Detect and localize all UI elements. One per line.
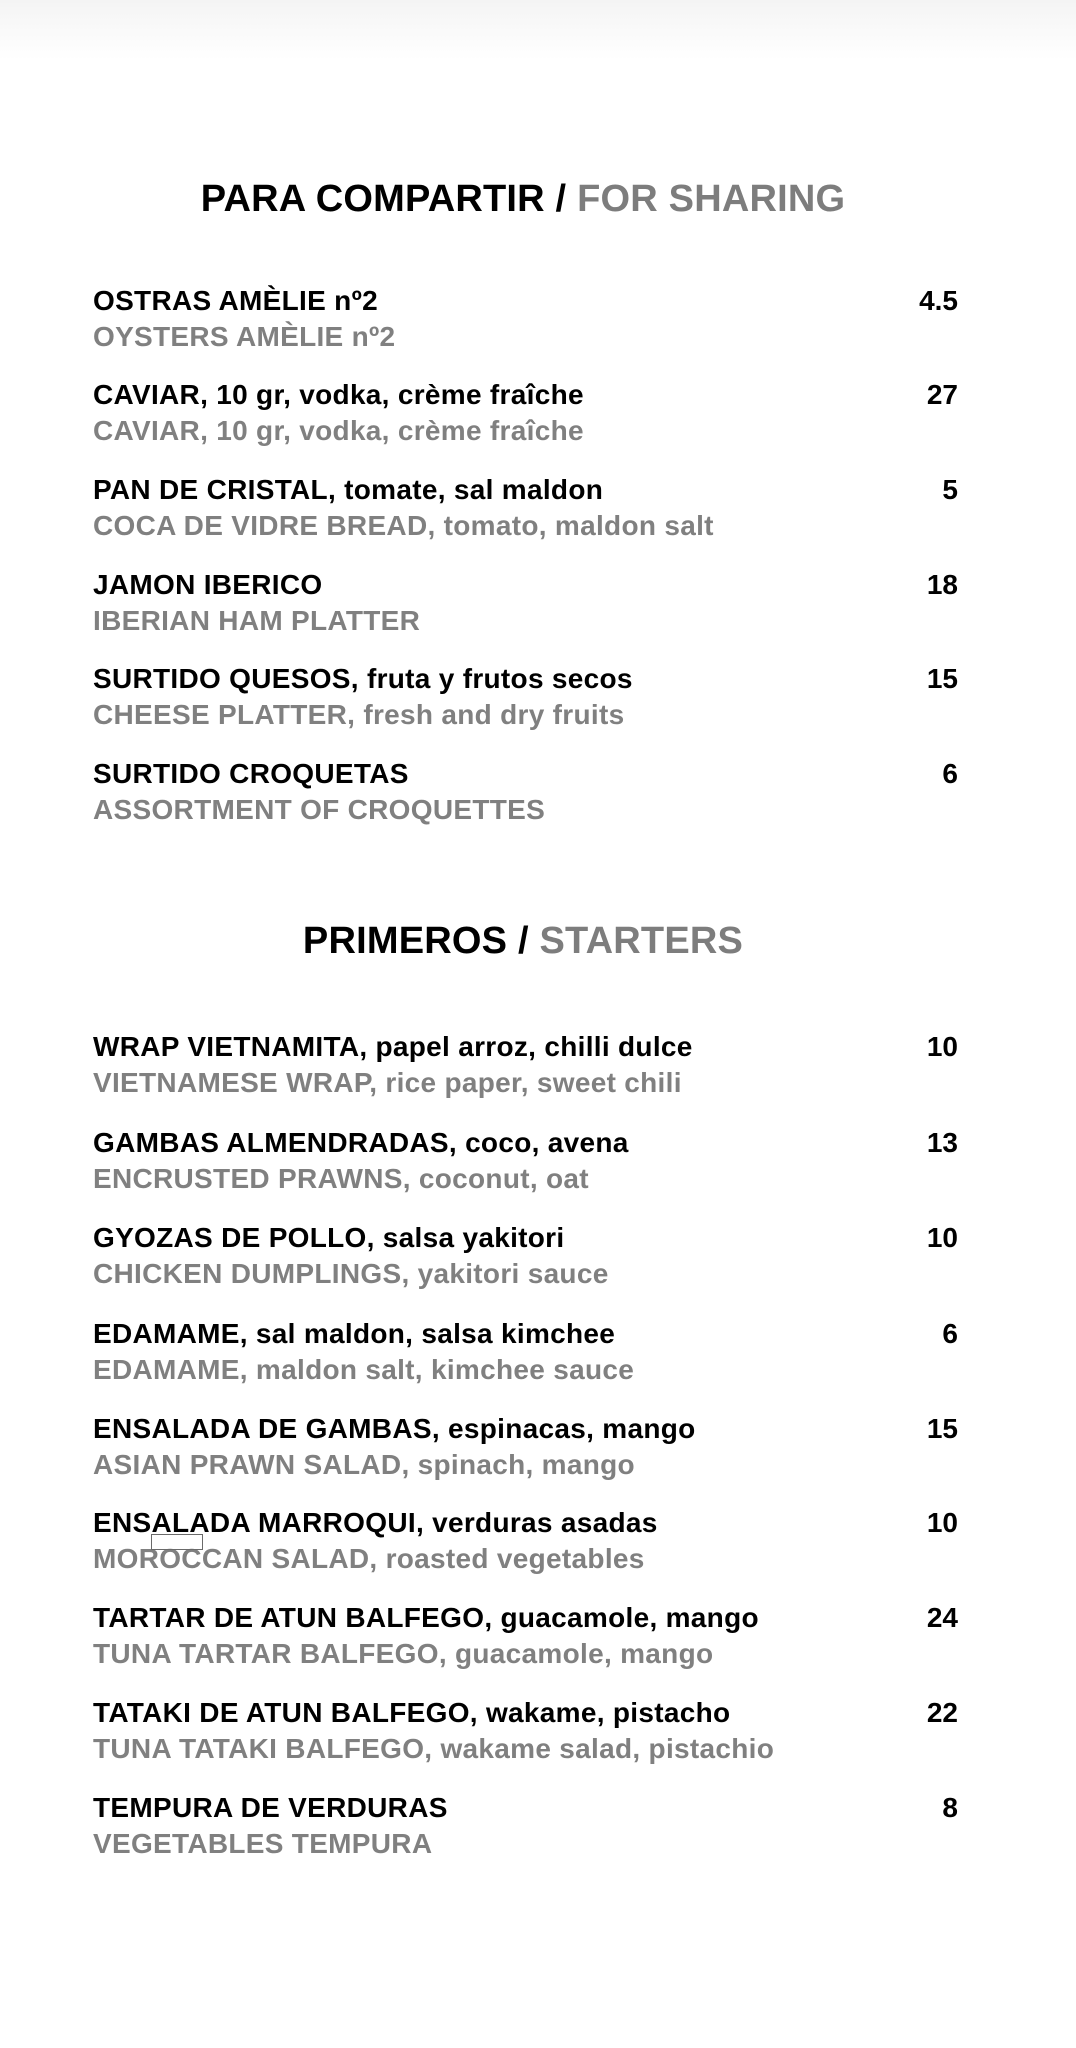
section-title-es: PARA COMPARTIR xyxy=(200,178,545,220)
item-price: 4.5 xyxy=(919,285,958,316)
item-price: 18 xyxy=(926,569,958,600)
item-line-en xyxy=(93,793,545,827)
item-line-en xyxy=(93,320,395,354)
item-name-en: OYSTERS AMÈLIE nº2 xyxy=(93,321,396,352)
item-name-en: CHICKEN DUMPLINGS xyxy=(93,1258,402,1289)
menu-item-jamon-iberico xyxy=(93,568,958,644)
item-line-en xyxy=(93,1162,589,1196)
item-line-es xyxy=(93,1126,629,1160)
item-desc-es: , guacamole, mango xyxy=(484,1602,759,1633)
item-line-en xyxy=(93,414,584,448)
item-line-es xyxy=(93,1791,448,1825)
section-title-for-sharing xyxy=(0,178,1046,221)
item-name-es: CAVIAR xyxy=(93,379,201,410)
item-line-es xyxy=(93,662,633,696)
item-price: 8 xyxy=(942,1792,958,1823)
menu-item-gyozas-de-pollo xyxy=(93,1221,958,1297)
menu-item-ostras xyxy=(93,284,958,360)
item-name-es: GYOZAS DE POLLO xyxy=(93,1222,367,1253)
item-price: 15 xyxy=(926,1413,958,1444)
item-name-es: TEMPURA DE VERDURAS xyxy=(93,1792,448,1823)
item-desc-en: , wakame salad, pistachio xyxy=(424,1733,775,1764)
item-name-es: OSTRAS AMÈLIE nº2 xyxy=(93,285,378,316)
item-price: 6 xyxy=(942,1318,958,1349)
item-price: 22 xyxy=(926,1697,958,1728)
item-line-es xyxy=(93,378,584,412)
item-desc-es: , wakame, pistacho xyxy=(469,1697,731,1728)
section-title-separator: / xyxy=(507,920,540,962)
section-title-starters xyxy=(0,920,1046,963)
item-name-en: ENCRUSTED PRAWNS xyxy=(93,1163,403,1194)
item-desc-en: , yakitori sauce xyxy=(401,1258,609,1289)
item-price: 10 xyxy=(926,1222,958,1253)
item-desc-es: , 10 gr, vodka, crème fraîche xyxy=(200,379,584,410)
item-desc-es: , salsa yakitori xyxy=(366,1222,565,1253)
item-name-es: PAN DE CRISTAL xyxy=(93,474,328,505)
item-line-es xyxy=(93,1221,564,1255)
menu-item-edamame xyxy=(93,1317,958,1393)
item-desc-en: , 10 gr, vodka, crème fraîche xyxy=(200,415,584,446)
selection-outline xyxy=(151,1534,203,1550)
item-desc-es: , tomate, sal maldon xyxy=(327,474,604,505)
item-desc-es: , fruta y frutos secos xyxy=(350,663,633,694)
item-desc-en: , spinach, mango xyxy=(401,1449,635,1480)
item-line-en xyxy=(93,1066,682,1100)
item-line-en xyxy=(93,1257,609,1291)
item-desc-en: , fresh and dry fruits xyxy=(347,699,625,730)
item-desc-es: , espinacas, mango xyxy=(431,1413,696,1444)
item-price: 10 xyxy=(926,1507,958,1538)
item-name-en: EDAMAME xyxy=(93,1354,240,1385)
section-title-en: FOR SHARING xyxy=(577,178,846,220)
item-name-en: CHEESE PLATTER xyxy=(93,699,348,730)
menu-item-tartar-de-atun xyxy=(93,1601,958,1677)
item-name-es: JAMON IBERICO xyxy=(93,569,323,600)
section-title-es: PRIMEROS xyxy=(302,920,508,962)
item-name-en: TUNA TARTAR BALFEGO xyxy=(93,1638,439,1669)
item-name-es: GAMBAS ALMENDRADAS xyxy=(93,1127,449,1158)
item-line-en xyxy=(93,604,420,638)
section-title-en: STARTERS xyxy=(539,920,744,962)
menu-item-wrap-vietnamita xyxy=(93,1030,958,1106)
item-name-es: EDAMAME xyxy=(93,1318,240,1349)
item-name-es: TARTAR DE ATUN BALFEGO xyxy=(93,1602,485,1633)
item-line-en xyxy=(93,698,624,732)
section-title-separator: / xyxy=(544,178,578,220)
item-name-es: SURTIDO CROQUETAS xyxy=(93,758,409,789)
item-name-en: COCA DE VIDRE BREAD xyxy=(93,510,428,541)
item-desc-es: , verduras asadas xyxy=(415,1507,658,1538)
item-name-en: ASIAN PRAWN SALAD xyxy=(93,1449,402,1480)
item-name-es: ENSALADA MARROQUI xyxy=(93,1507,416,1538)
item-desc-es: , coco, avena xyxy=(448,1127,629,1158)
item-line-en xyxy=(93,1637,713,1671)
item-line-en xyxy=(93,1353,634,1387)
item-desc-es: , papel arroz, chilli dulce xyxy=(359,1031,693,1062)
menu-item-ensalada-marroqui xyxy=(93,1506,958,1582)
item-line-es xyxy=(93,1412,696,1446)
item-price: 24 xyxy=(926,1602,958,1633)
item-line-es xyxy=(93,757,409,791)
item-line-es xyxy=(93,1696,730,1730)
item-price: 10 xyxy=(926,1031,958,1062)
item-name-en: MOROCCAN SALAD xyxy=(93,1543,370,1574)
item-name-en: CAVIAR xyxy=(93,415,201,446)
menu-item-ensalada-de-gambas xyxy=(93,1412,958,1488)
item-name-en: ASSORTMENT OF CROQUETTES xyxy=(93,794,546,825)
item-price: 15 xyxy=(926,663,958,694)
item-name-en: IBERIAN HAM PLATTER xyxy=(93,605,421,636)
item-line-en xyxy=(93,1827,432,1861)
item-line-es xyxy=(93,1601,759,1635)
menu-item-gambas-almendradas xyxy=(93,1126,958,1202)
item-name-es: SURTIDO QUESOS xyxy=(93,663,351,694)
item-name-en: VEGETABLES TEMPURA xyxy=(93,1828,433,1859)
item-line-es xyxy=(93,1030,693,1064)
item-line-en xyxy=(93,509,714,543)
item-name-es: ENSALADA DE GAMBAS xyxy=(93,1413,432,1444)
item-desc-en: , roasted vegetables xyxy=(369,1543,645,1574)
item-price: 6 xyxy=(942,758,958,789)
item-desc-en: , tomato, maldon salt xyxy=(427,510,714,541)
item-line-es xyxy=(93,284,378,318)
item-line-en xyxy=(93,1732,774,1766)
item-desc-en: , guacamole, mango xyxy=(438,1638,714,1669)
item-desc-es: , sal maldon, salsa kimchee xyxy=(239,1318,616,1349)
menu-item-pan-de-cristal xyxy=(93,473,958,549)
item-name-en: TUNA TATAKI BALFEGO xyxy=(93,1733,425,1764)
menu-item-surtido-quesos xyxy=(93,662,958,738)
menu-item-caviar xyxy=(93,378,958,454)
item-line-es xyxy=(93,473,603,507)
item-desc-en: , coconut, oat xyxy=(402,1163,589,1194)
item-line-es xyxy=(93,1317,615,1351)
item-price: 13 xyxy=(926,1127,958,1158)
item-name-es: WRAP VIETNAMITA xyxy=(93,1031,360,1062)
item-line-en xyxy=(93,1448,635,1482)
item-line-es xyxy=(93,568,322,602)
item-desc-en: , rice paper, sweet chili xyxy=(369,1067,682,1098)
menu-item-tempura-de-verduras xyxy=(93,1791,958,1867)
item-name-en: VIETNAMESE WRAP xyxy=(93,1067,370,1098)
item-price: 27 xyxy=(926,379,958,410)
item-desc-en: , maldon salt, kimchee sauce xyxy=(239,1354,635,1385)
menu-item-surtido-croquetas xyxy=(93,757,958,833)
item-name-es: TATAKI DE ATUN BALFEGO xyxy=(93,1697,470,1728)
menu-item-tataki-de-atun xyxy=(93,1696,958,1772)
item-price: 5 xyxy=(942,474,958,505)
